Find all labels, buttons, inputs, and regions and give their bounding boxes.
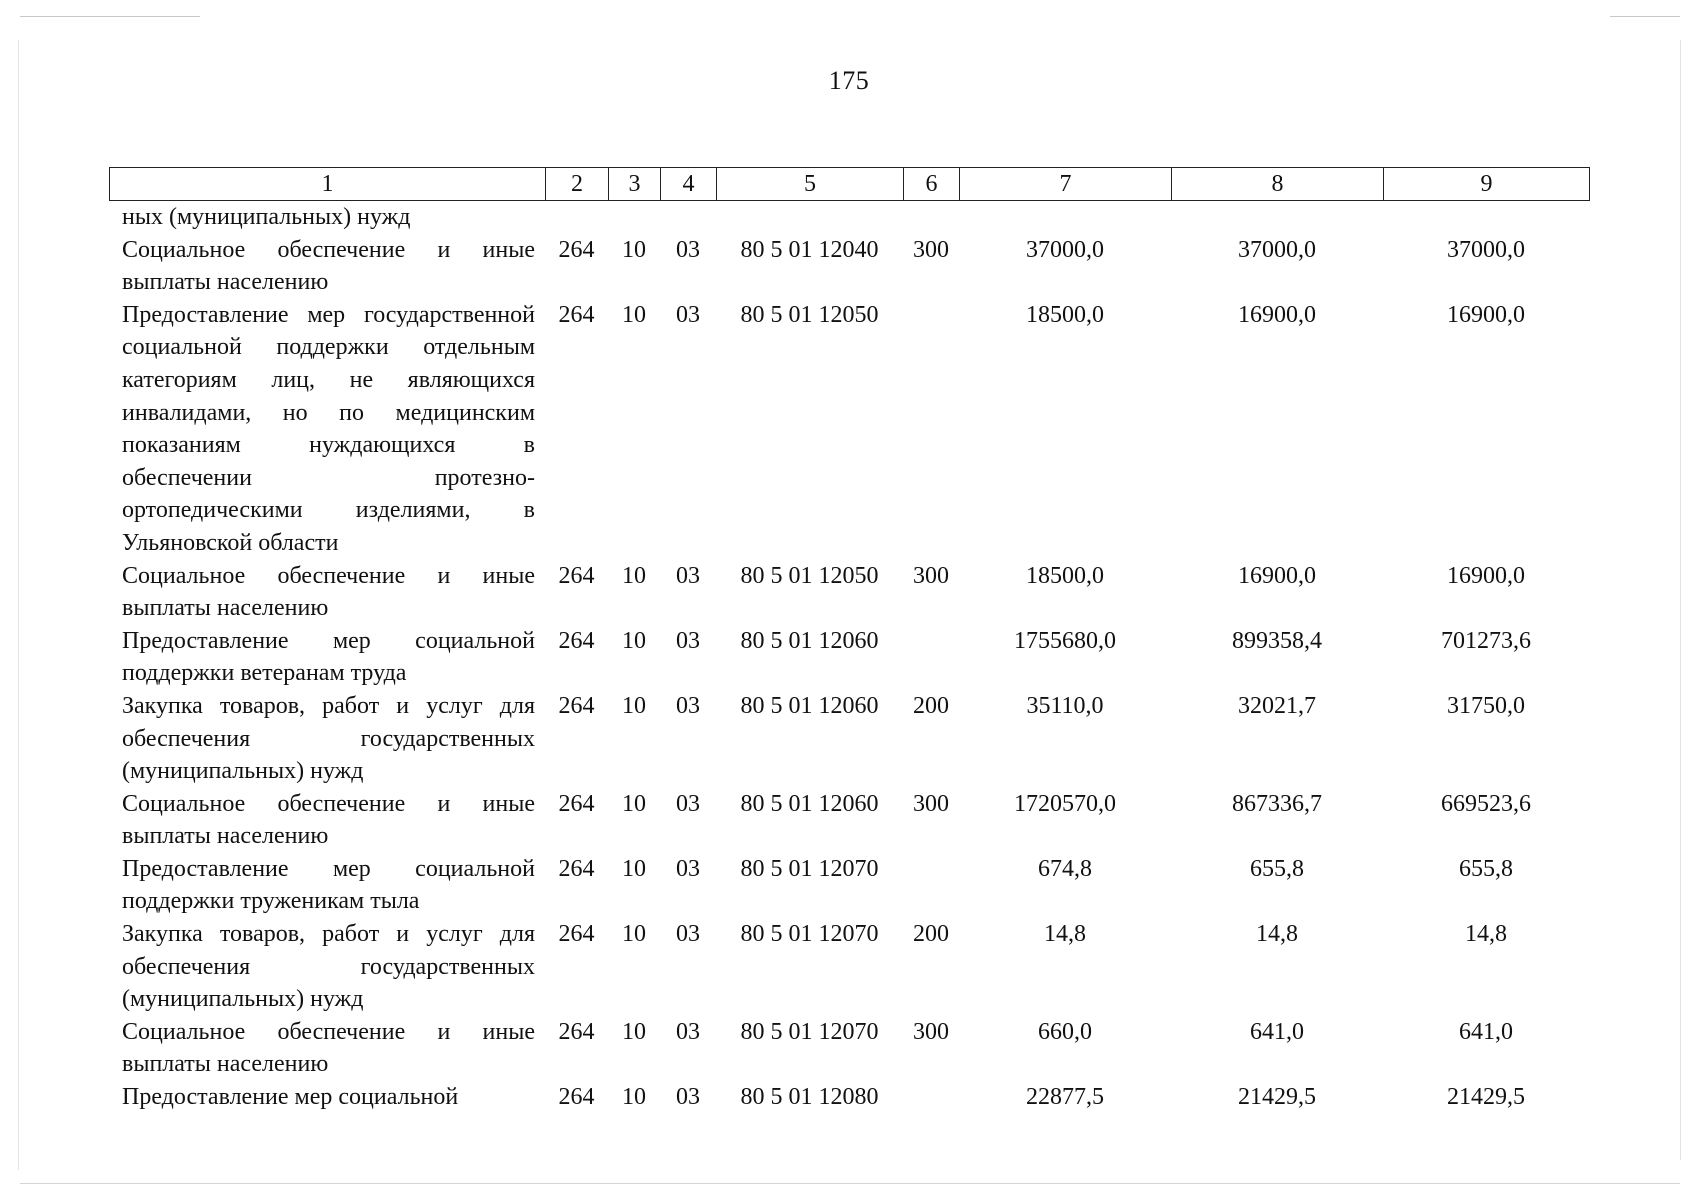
cell-c2: 264	[558, 627, 595, 654]
cell-c4: 03	[676, 301, 700, 328]
table-row	[109, 560, 1589, 625]
cell-c3: 10	[622, 1084, 646, 1111]
cell-c2	[545, 201, 608, 234]
cell-c8	[1171, 201, 1383, 234]
cell-c4: 03	[676, 692, 700, 719]
column-header: 9	[1384, 168, 1590, 201]
cell-c2: 264	[558, 855, 595, 882]
cell-c5: 80 5 01 12060	[740, 627, 879, 654]
cell-c5: 80 5 01 12070	[740, 1018, 879, 1045]
cell-c5: 80 5 01 12050	[740, 301, 879, 328]
table-row	[109, 1016, 1589, 1081]
cell-c7: 14,8	[1044, 921, 1086, 948]
cell-c3: 10	[622, 790, 646, 817]
cell-c7: 1720570,0	[1014, 790, 1116, 817]
cell-c9: 21429,5	[1447, 1084, 1525, 1111]
cell-c2: 264	[558, 1018, 595, 1045]
cell-c7: 674,8	[1038, 855, 1092, 882]
cell-c2: 264	[558, 1084, 595, 1111]
cell-c2: 264	[558, 301, 595, 328]
table-row	[109, 853, 1589, 918]
cell-c5	[716, 201, 903, 234]
cell-c8: 21429,5	[1238, 1084, 1316, 1111]
cell-c7: 22877,5	[1026, 1084, 1104, 1111]
cell-c6: 300	[913, 1018, 949, 1045]
cell-c4: 03	[676, 921, 700, 948]
cell-c5: 80 5 01 12070	[740, 855, 879, 882]
row-name-cell: Социальное обеспечение и иные выплаты населению	[122, 562, 535, 622]
cell-c7: 660,0	[1038, 1018, 1092, 1045]
cell-c6: 200	[913, 921, 949, 948]
cell-c4: 03	[676, 562, 700, 589]
cell-c6: 300	[913, 562, 949, 589]
cell-c3: 10	[622, 562, 646, 589]
table-header	[109, 167, 1590, 201]
scan-edge-top-right	[1610, 16, 1680, 17]
cell-c3: 10	[622, 1018, 646, 1045]
cell-c8: 16900,0	[1238, 562, 1316, 589]
table-row	[109, 234, 1589, 299]
scan-edge-right	[1680, 40, 1681, 1160]
row-name-cell: Социальное обеспечение и иные выплаты населению	[122, 1018, 535, 1078]
table-body	[109, 201, 1589, 1114]
cell-c2: 264	[558, 562, 595, 589]
cell-c3: 10	[622, 236, 646, 263]
row-name-cell: Предоставление мер социальной	[122, 1084, 459, 1111]
cell-c7: 18500,0	[1026, 301, 1104, 328]
cell-c9: 16900,0	[1447, 562, 1525, 589]
column-header: 4	[661, 168, 717, 201]
row-name-cell: Предоставление мер государственной социальной поддержки отдельным категориям лиц, не являющихся инвалидами, но по медицинским показаниям нуждающихся в обеспечении протезно-ортопедическими изделиями, в Ульяновской области	[122, 301, 535, 556]
cell-c4: 03	[676, 1018, 700, 1045]
table-row	[109, 625, 1589, 690]
cell-c4: 03	[676, 855, 700, 882]
column-header: 6	[904, 168, 960, 201]
cell-c6: 200	[913, 692, 949, 719]
cell-c8: 14,8	[1256, 921, 1298, 948]
cell-c6	[903, 1081, 959, 1114]
cell-c7: 35110,0	[1026, 692, 1104, 719]
cell-c9: 14,8	[1465, 921, 1507, 948]
scan-edge-bottom	[20, 1183, 1680, 1184]
cell-c7: 18500,0	[1026, 562, 1104, 589]
cell-c5: 80 5 01 12070	[740, 921, 879, 948]
cell-c9: 641,0	[1459, 1018, 1513, 1045]
cell-c6	[903, 299, 959, 560]
cell-c9: 701273,6	[1441, 627, 1531, 654]
cell-c4: 03	[676, 627, 700, 654]
cell-c9: 31750,0	[1447, 692, 1525, 719]
table-row	[109, 788, 1589, 853]
table-row	[109, 690, 1589, 788]
cell-c5: 80 5 01 12060	[740, 692, 879, 719]
table-row	[109, 299, 1589, 560]
column-header: 2	[546, 168, 609, 201]
column-header: 1	[110, 168, 546, 201]
cell-c8: 641,0	[1250, 1018, 1304, 1045]
table-row	[109, 201, 1589, 234]
cell-c3: 10	[622, 301, 646, 328]
cell-c9: 655,8	[1459, 855, 1513, 882]
budget-table	[109, 201, 1589, 1114]
row-name-cell: Предоставление мер социальной поддержки труженикам тыла	[122, 855, 535, 915]
cell-c8: 899358,4	[1232, 627, 1322, 654]
cell-c8: 32021,7	[1238, 692, 1316, 719]
cell-c3: 10	[622, 855, 646, 882]
cell-c6	[903, 201, 959, 234]
cell-c2: 264	[558, 790, 595, 817]
cell-c9	[1383, 201, 1589, 234]
cell-c6: 300	[913, 236, 949, 263]
cell-c5: 80 5 01 12040	[740, 236, 879, 263]
cell-c7	[959, 201, 1171, 234]
column-header: 3	[609, 168, 661, 201]
page-number: 175	[828, 66, 870, 95]
cell-c9: 669523,6	[1441, 790, 1531, 817]
cell-c3: 10	[622, 921, 646, 948]
row-name-cell: Социальное обеспечение и иные выплаты населению	[122, 236, 535, 296]
cell-c8: 16900,0	[1238, 301, 1316, 328]
cell-c4	[660, 201, 716, 234]
cell-c3: 10	[622, 692, 646, 719]
scan-edge-top	[20, 16, 200, 17]
cell-c9: 16900,0	[1447, 301, 1525, 328]
cell-c9: 37000,0	[1447, 236, 1525, 263]
cell-c5: 80 5 01 12080	[740, 1084, 879, 1111]
row-name-cell: Предоставление мер социальной поддержки ветеранам труда	[122, 627, 535, 687]
cell-c7: 1755680,0	[1014, 627, 1116, 654]
row-name-cell: Социальное обеспечение и иные выплаты населению	[122, 790, 535, 850]
column-header: 7	[960, 168, 1172, 201]
cell-c3	[608, 201, 660, 234]
cell-c8: 655,8	[1250, 855, 1304, 882]
cell-c7: 37000,0	[1026, 236, 1104, 263]
cell-c4: 03	[676, 790, 700, 817]
cell-c8: 37000,0	[1238, 236, 1316, 263]
cell-c4: 03	[676, 236, 700, 263]
cell-c6	[903, 853, 959, 918]
cell-c2: 264	[558, 692, 595, 719]
row-name-cell: ных (муниципальных) нужд	[122, 204, 411, 230]
row-name-cell: Закупка товаров, работ и услуг для обеспечения государственных (муниципальных) нужд	[122, 921, 535, 1013]
row-name-cell: Закупка товаров, работ и услуг для обеспечения государственных (муниципальных) нужд	[122, 692, 535, 785]
cell-c8: 867336,7	[1232, 790, 1322, 817]
column-header: 5	[717, 168, 904, 201]
column-header: 8	[1172, 168, 1384, 201]
cell-c3: 10	[622, 627, 646, 654]
cell-c4: 03	[676, 1084, 700, 1111]
cell-c6: 300	[913, 790, 949, 817]
cell-c2: 264	[558, 236, 595, 263]
cell-c5: 80 5 01 12060	[740, 790, 879, 817]
scan-edge-left	[18, 40, 19, 1170]
table-row	[109, 1081, 1589, 1114]
cell-c5: 80 5 01 12050	[740, 562, 879, 589]
cell-c2: 264	[558, 921, 595, 948]
table-row	[109, 918, 1589, 1016]
cell-c6	[903, 625, 959, 690]
